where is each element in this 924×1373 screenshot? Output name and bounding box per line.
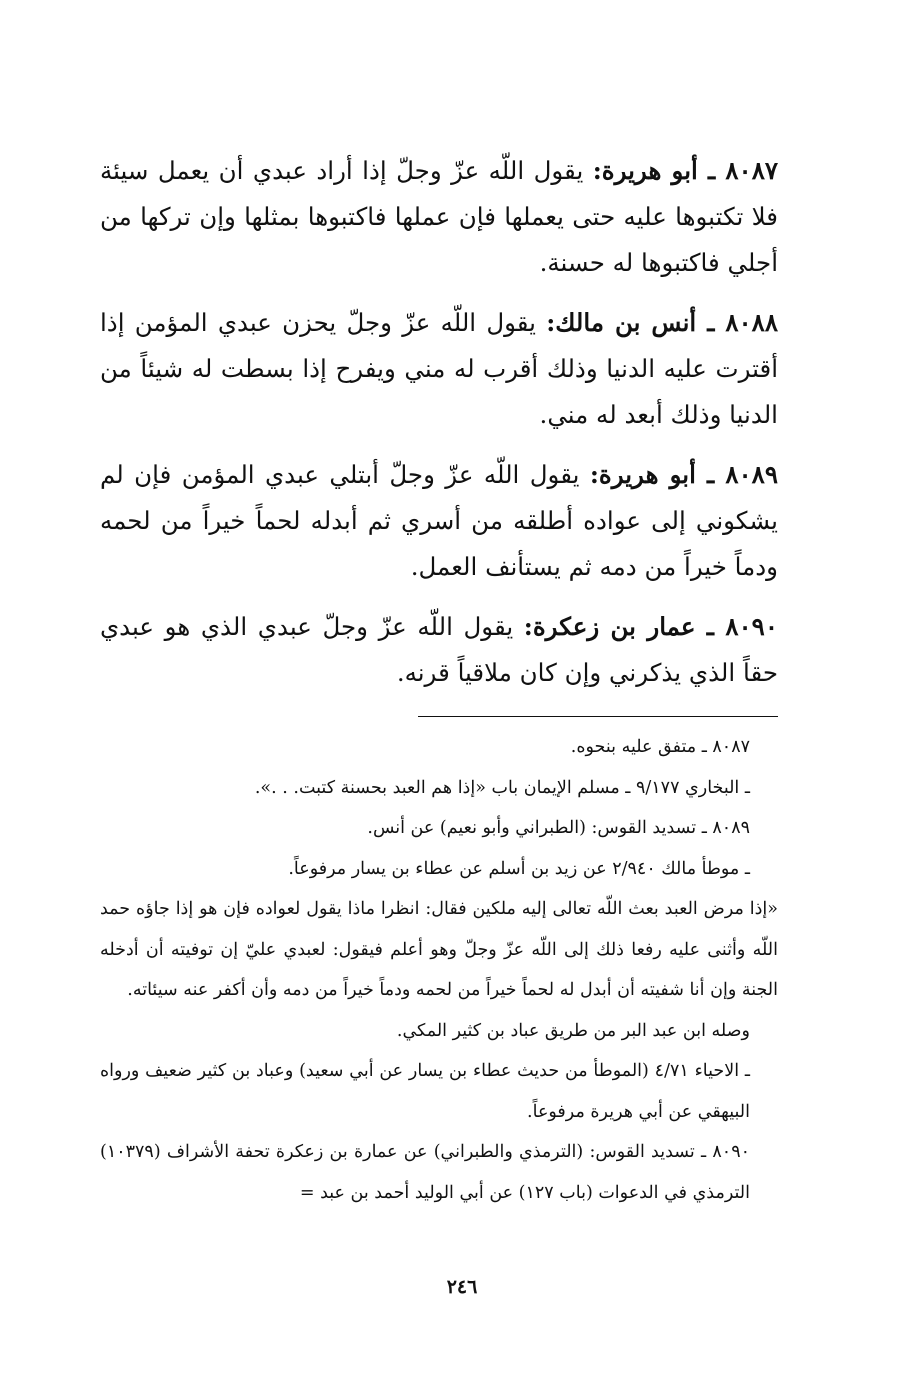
entry-number: ٨٠٨٨	[725, 308, 778, 337]
page-number: ٢٤٦	[446, 1276, 478, 1298]
footnote-quote: «إذا مرض العبد بعث اللّه تعالى إليه ملكين فقال: انظرا ماذا يقول لعواده فإن هو إذا جاؤه حمد اللّه وأثنى عليه رفعا ذلك إلى اللّه عزّ وجلّ وهو أعلم فيقول: لعبدي عليّ إن توفيته أن أدخله الجنة وإن أنا شفيته أن أبدل له لحماً خيراً من لحمه ودماً خيراً من دمه وأن أكفر عنه سيئاته.	[100, 899, 778, 1000]
hadith-entry-8088: ٨٠٨٨ ـ أنس بن مالك: يقول اللّه عزّ وجلّ يحزن عبدي المؤمن إذا أقترت عليه الدنيا وذلك أقرب له مني ويفرح إذا بسطت له شيئاً من الدنيا وذلك أبعد له مني.	[100, 308, 778, 429]
entry-number: ٨٠٩٠	[725, 612, 778, 641]
footnote-line: ٨٠٩٠ ـ تسديد القوس: (الترمذي والطبراني) عن عمارة بن زعكرة تحفة الأشراف (١٠٣٧٩) الترمذي في الدعوات (باب ١٢٧) عن أبي الوليد أحمد بن عبد =	[100, 1142, 750, 1203]
entry-narrator: عمار بن زعكرة:	[523, 612, 696, 641]
hadith-entry-8087: ٨٠٨٧ ـ أبو هريرة: يقول اللّه عزّ وجلّ إذا أراد عبدي أن يعمل سيئة فلا تكتبوها عليه حتى يعملها فإن عملها فاكتبوها بمثلها وإن تركها من أجلي فاكتبوها له حسنة.	[100, 156, 779, 277]
entry-text: يقول اللّه عزّ وجلّ يحزن عبدي المؤمن إذا أقترت عليه الدنيا وذلك أقرب له مني ويفرح إذا بسطت له شيئاً من الدنيا وذلك أبعد له مني.	[100, 308, 778, 429]
footnote-divider	[418, 716, 778, 717]
entry-number: ٨٠٨٧	[725, 156, 779, 185]
footnote-line: ـ موطأ مالك ٢/٩٤٠ عن زيد بن أسلم عن عطاء بن يسار مرفوعاً.	[288, 858, 750, 879]
footnote-line: ٨٠٨٩ ـ تسديد القوس: (الطبراني وأبو نعيم) عن أنس.	[367, 818, 750, 838]
hadith-entry-8089: ٨٠٨٩ ـ أبو هريرة: يقول اللّه عزّ وجلّ أبتلي عبدي المؤمن فإن لم يشكوني إلى عواده أطلقه من أسري ثم أبدله لحماً خيراً من لحمه ودماً خيراً من دمه ثم يستأنف العمل.	[100, 460, 778, 581]
footnote-line: ٨٠٨٧ ـ متفق عليه بنحوه.	[570, 737, 750, 757]
entry-number: ٨٠٨٩	[725, 460, 778, 489]
hadith-entry-8090: ٨٠٩٠ ـ عمار بن زعكرة: يقول اللّه عزّ وجلّ عبدي الذي هو عبدي حقاً الذي يذكرني وإن كان ملاقياً قرنه.	[100, 612, 778, 687]
entry-text: يقول اللّه عزّ وجلّ أبتلي عبدي المؤمن فإن لم يشكوني إلى عواده أطلقه من أسري ثم أبدله لحماً خيراً من لحمه ودماً خيراً من دمه ثم يستأنف العمل.	[100, 460, 778, 581]
page-body	[100, 148, 778, 1213]
footnote-line: وصله ابن عبد البر من طريق عباد بن كثير المكي.	[396, 1020, 750, 1041]
entry-text: يقول اللّه عزّ وجلّ عبدي الذي هو عبدي حقاً الذي يذكرني وإن كان ملاقياً قرنه.	[100, 612, 778, 687]
entry-text: يقول اللّه عزّ وجلّ إذا أراد عبدي أن يعمل سيئة فلا تكتبوها عليه حتى يعملها فإن عملها فاكتبوها بمثلها وإن تركها من أجلي فاكتبوها له حسنة.	[100, 156, 778, 277]
footnote-line: ـ البخاري ٩/١٧٧ ـ مسلم الإيمان باب «إذا هم العبد بحسنة كتبت. . .».	[254, 777, 750, 798]
footnotes	[100, 727, 778, 1213]
entry-narrator: أنس بن مالك:	[546, 308, 697, 337]
entry-narrator: أبو هريرة:	[592, 156, 698, 185]
footnote-line: ـ الاحياء ٤/٧١ (الموطأ من حديث عطاء بن يسار عن أبي سعيد) وعباد بن كثير ضعيف ورواه البيهقي عن أبي هريرة مرفوعاً.	[100, 1061, 750, 1122]
entry-narrator: أبو هريرة:	[589, 460, 696, 489]
